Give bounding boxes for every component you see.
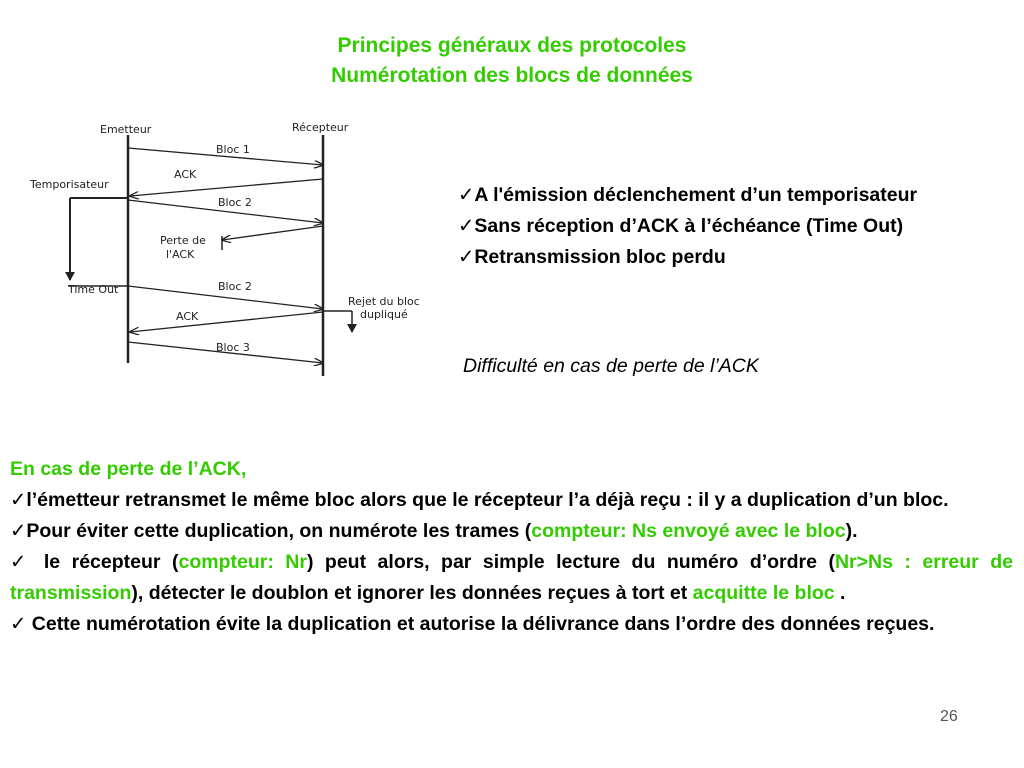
bullet-timer-start: ✓A l'émission déclenchement d’un temporisateur xyxy=(458,184,918,206)
emitter-label: Emetteur xyxy=(100,123,152,136)
lost-ack-label-2: l'ACK xyxy=(166,248,195,261)
bullet-timeout: ✓Sans réception d’ACK à l’échéance (Time Out) xyxy=(458,215,904,237)
msg-bloc2-label: Bloc 2 xyxy=(218,196,252,209)
lost-ack-label-1: Perte de xyxy=(160,234,206,247)
msg-ack2-arrow xyxy=(130,312,323,332)
msg-ack2-label: ACK xyxy=(176,310,199,323)
mechanism-bullets xyxy=(458,180,1013,273)
paragraph-duplication: ✓l’émetteur retransmet le même bloc alors que le récepteur l’a déjà reçu : il y a duplication d’un bloc. xyxy=(10,489,949,511)
receiver-label: Récepteur xyxy=(292,121,349,134)
check-icon: ✓ xyxy=(10,520,27,542)
paragraph-receiver: ✓ le récepteur (compteur: Nr) peut alors, par simple lecture du numéro d’ordre (Nr>Ns : erreur de transmission), détecter le doublon et ignorer les données reçues à tort et acquitte le bloc . xyxy=(10,551,1013,604)
check-icon: ✓ xyxy=(458,215,475,237)
check-icon: ✓ xyxy=(10,551,33,573)
check-icon: ✓ xyxy=(10,489,27,511)
timeout-label: Time Out xyxy=(68,283,119,296)
sequence-diagram xyxy=(0,110,440,385)
check-icon: ✓ xyxy=(458,246,475,268)
msg-ack1-label: ACK xyxy=(174,168,197,181)
paragraph-ordering: ✓ Cette numérotation évite la duplication et autorise la délivrance dans l’ordre des données reçues. xyxy=(10,613,935,635)
ack-loss-explanation xyxy=(10,454,1013,640)
bullet-retransmit: ✓Retransmission bloc perdu xyxy=(458,246,726,268)
timer-label: Temporisateur xyxy=(30,178,109,191)
section-heading: En cas de perte de l’ACK, xyxy=(10,458,247,480)
slide-title-line1: Principes généraux des protocoles xyxy=(337,34,687,57)
msg-bloc1-label: Bloc 1 xyxy=(216,143,250,156)
check-icon: ✓ xyxy=(10,613,27,635)
check-icon: ✓ xyxy=(458,184,475,206)
page-number: 26 xyxy=(940,708,958,725)
msg-bloc2-retx-label: Bloc 2 xyxy=(218,280,252,293)
reject-label-1: Rejet du bloc xyxy=(348,295,420,308)
slide-title-line2: Numérotation des blocs de données xyxy=(331,64,693,87)
msg-bloc3-label: Bloc 3 xyxy=(216,341,250,354)
reject-label-2: dupliqué xyxy=(360,308,408,321)
difficulty-note: Difficulté en cas de perte de l’ACK xyxy=(463,355,759,377)
paragraph-numbering: ✓Pour éviter cette duplication, on numérote les trames (compteur: Ns envoyé avec le bloc). xyxy=(10,520,858,542)
msg-ack1-arrow xyxy=(130,179,323,196)
lost-ack-arrow xyxy=(222,226,323,240)
